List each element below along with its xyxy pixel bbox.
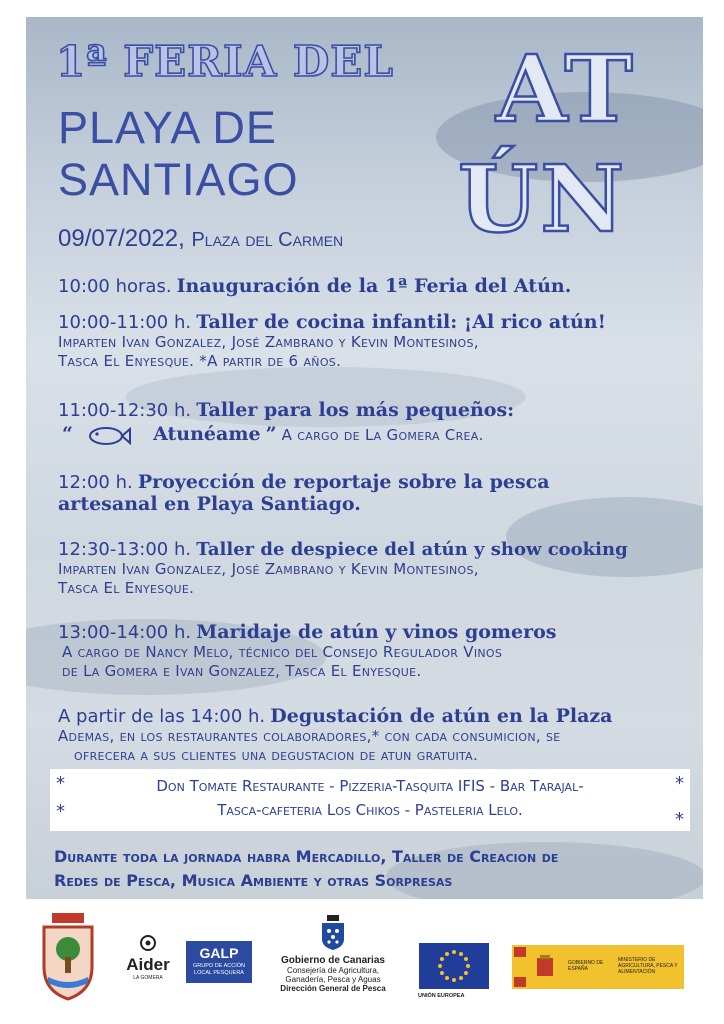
quote-close: ”	[265, 423, 277, 445]
program-activity: Taller para los más pequeños:	[196, 399, 515, 421]
spain-crest-icon	[534, 954, 556, 980]
gobierno-canarias-logo	[268, 913, 398, 993]
program-detail: Tasca El Enyesque. *A partir de 6 años.	[58, 352, 342, 370]
closing-line: Durante toda la jornada habra Mercadillo, Taller de Creacion de	[54, 847, 559, 866]
program-item	[58, 621, 557, 681]
title-atun-top: AT	[496, 35, 635, 143]
sponsor-line: Tasca-cafeteria Los Chikos - Pasteleria Lelo.	[217, 801, 523, 819]
aider-logo	[118, 933, 178, 981]
gobierno-line: Dirección General de Pesca	[280, 984, 386, 993]
galp-text: GALP	[199, 945, 239, 961]
program-time: 11:00-12:30 h.	[58, 400, 192, 421]
closing-note	[54, 845, 558, 893]
sponsor-logos	[0, 905, 724, 1024]
program-detail: Imparten Ivan Gonzalez, José Zambrano y Kevin Montesinos,	[58, 560, 479, 578]
program-detail: Imparten Ivan Gonzalez, José Zambrano y Kevin Montesinos,	[58, 333, 479, 351]
program-activity: Inauguración de la 1ª Feria del Atún.	[176, 275, 572, 297]
program-time: 13:00-14:00 h.	[58, 622, 192, 643]
program-detail: Tasca El Enyesque.	[58, 579, 195, 597]
program-activity: Taller de despiece del atún y show cooking	[196, 539, 628, 560]
star-marker: *	[675, 773, 684, 794]
eu-flag-icon	[419, 943, 489, 989]
program-detail: de La Gomera e Ivan Gonzalez, Tasca El Enyesque.	[62, 662, 422, 680]
gobierno-line: Ganadería, Pesca y Aguas	[285, 975, 381, 984]
program-activity: Taller de cocina infantil: ¡Al rico atún!	[196, 311, 606, 333]
program-activity: Degustación de atún en la Plaza	[270, 705, 613, 727]
program-detail: A cargo de Nancy Melo, técnico del Consejo Regulador Vinos	[62, 643, 503, 661]
title-place	[58, 102, 299, 206]
title-feria: 1ª FERIA DEL	[56, 37, 394, 86]
sponsor-restaurants-box	[50, 769, 690, 831]
program-time: 10:00-11:00 h.	[58, 312, 192, 333]
program-time: 12:00 h.	[58, 472, 133, 493]
program-activity-line2: artesanal en Playa Santiago.	[58, 493, 361, 515]
program-item	[58, 399, 514, 447]
ministerio-text-a: GOBIERNO DE ESPAÑA	[568, 960, 604, 972]
program-detail: Ademas, en los restaurantes colaboradores,* con cada consumicion, se	[58, 727, 561, 745]
program-item	[58, 275, 571, 297]
spain-flag-icon	[514, 947, 526, 987]
canarias-crest-icon	[319, 913, 347, 951]
fish-icon	[84, 425, 132, 447]
quote-open: “	[62, 423, 73, 445]
title-atun-bottom: ÚN	[458, 145, 627, 253]
aider-subtitle: LA GOMERA	[133, 975, 163, 981]
program-item	[58, 311, 606, 371]
galp-subtitle: GRUPO DE ACCIÓN LOCAL PESQUERA	[193, 963, 245, 976]
program-activity: Maridaje de atún y vinos gomeros	[196, 621, 557, 643]
star-marker: *	[675, 809, 684, 830]
aider-text: Aider	[126, 955, 170, 974]
aider-emblem-icon	[136, 933, 160, 951]
star-marker: *	[56, 773, 65, 794]
closing-line: Redes de Pesca, Musica Ambiente y otras Sorpresas	[54, 871, 453, 890]
program-detail: ofrecera a sus clientes una degustacion de atun gratuita.	[74, 746, 479, 764]
program-item	[58, 539, 628, 598]
sponsor-line: Don Tomate Restaurante - Pizzeria-Tasquita IFIS - Bar Tarajal-	[156, 777, 584, 795]
program-activity: Proyección de reportaje sobre la pesca	[137, 471, 550, 493]
gobierno-title: Gobierno de Canarias	[281, 955, 385, 966]
program-item	[58, 471, 550, 515]
program-item	[58, 705, 612, 765]
venue-text: Plaza del Carmen	[191, 229, 344, 251]
program-detail: A cargo de La Gomera Crea.	[281, 426, 484, 444]
municipal-coat-of-arms-logo	[38, 907, 98, 1003]
star-marker: *	[56, 801, 65, 822]
date-text: 09/07/2022,	[58, 225, 185, 252]
title-place-line1: PLAYA DE	[58, 102, 277, 153]
ue-text: UNIÓN EUROPEA	[418, 993, 465, 999]
program-activity-name: Atunéame	[153, 423, 261, 445]
union-europea-logo	[418, 943, 490, 999]
title-place-line2: SANTIAGO	[58, 154, 299, 205]
program-time: A partir de las 14:00 h.	[58, 706, 266, 727]
event-date	[58, 225, 343, 253]
program-time: 10:00 horas.	[58, 276, 172, 297]
poster	[26, 17, 703, 899]
program-time: 12:30-13:00 h.	[58, 539, 192, 560]
ministerio-logo	[512, 945, 684, 989]
ministerio-text-b: MINISTERIO DE AGRICULTURA, PESCA Y ALIMENTACIÓN	[618, 957, 678, 975]
gobierno-line: Consejería de Agricultura,	[286, 966, 380, 975]
galp-logo	[186, 941, 252, 983]
